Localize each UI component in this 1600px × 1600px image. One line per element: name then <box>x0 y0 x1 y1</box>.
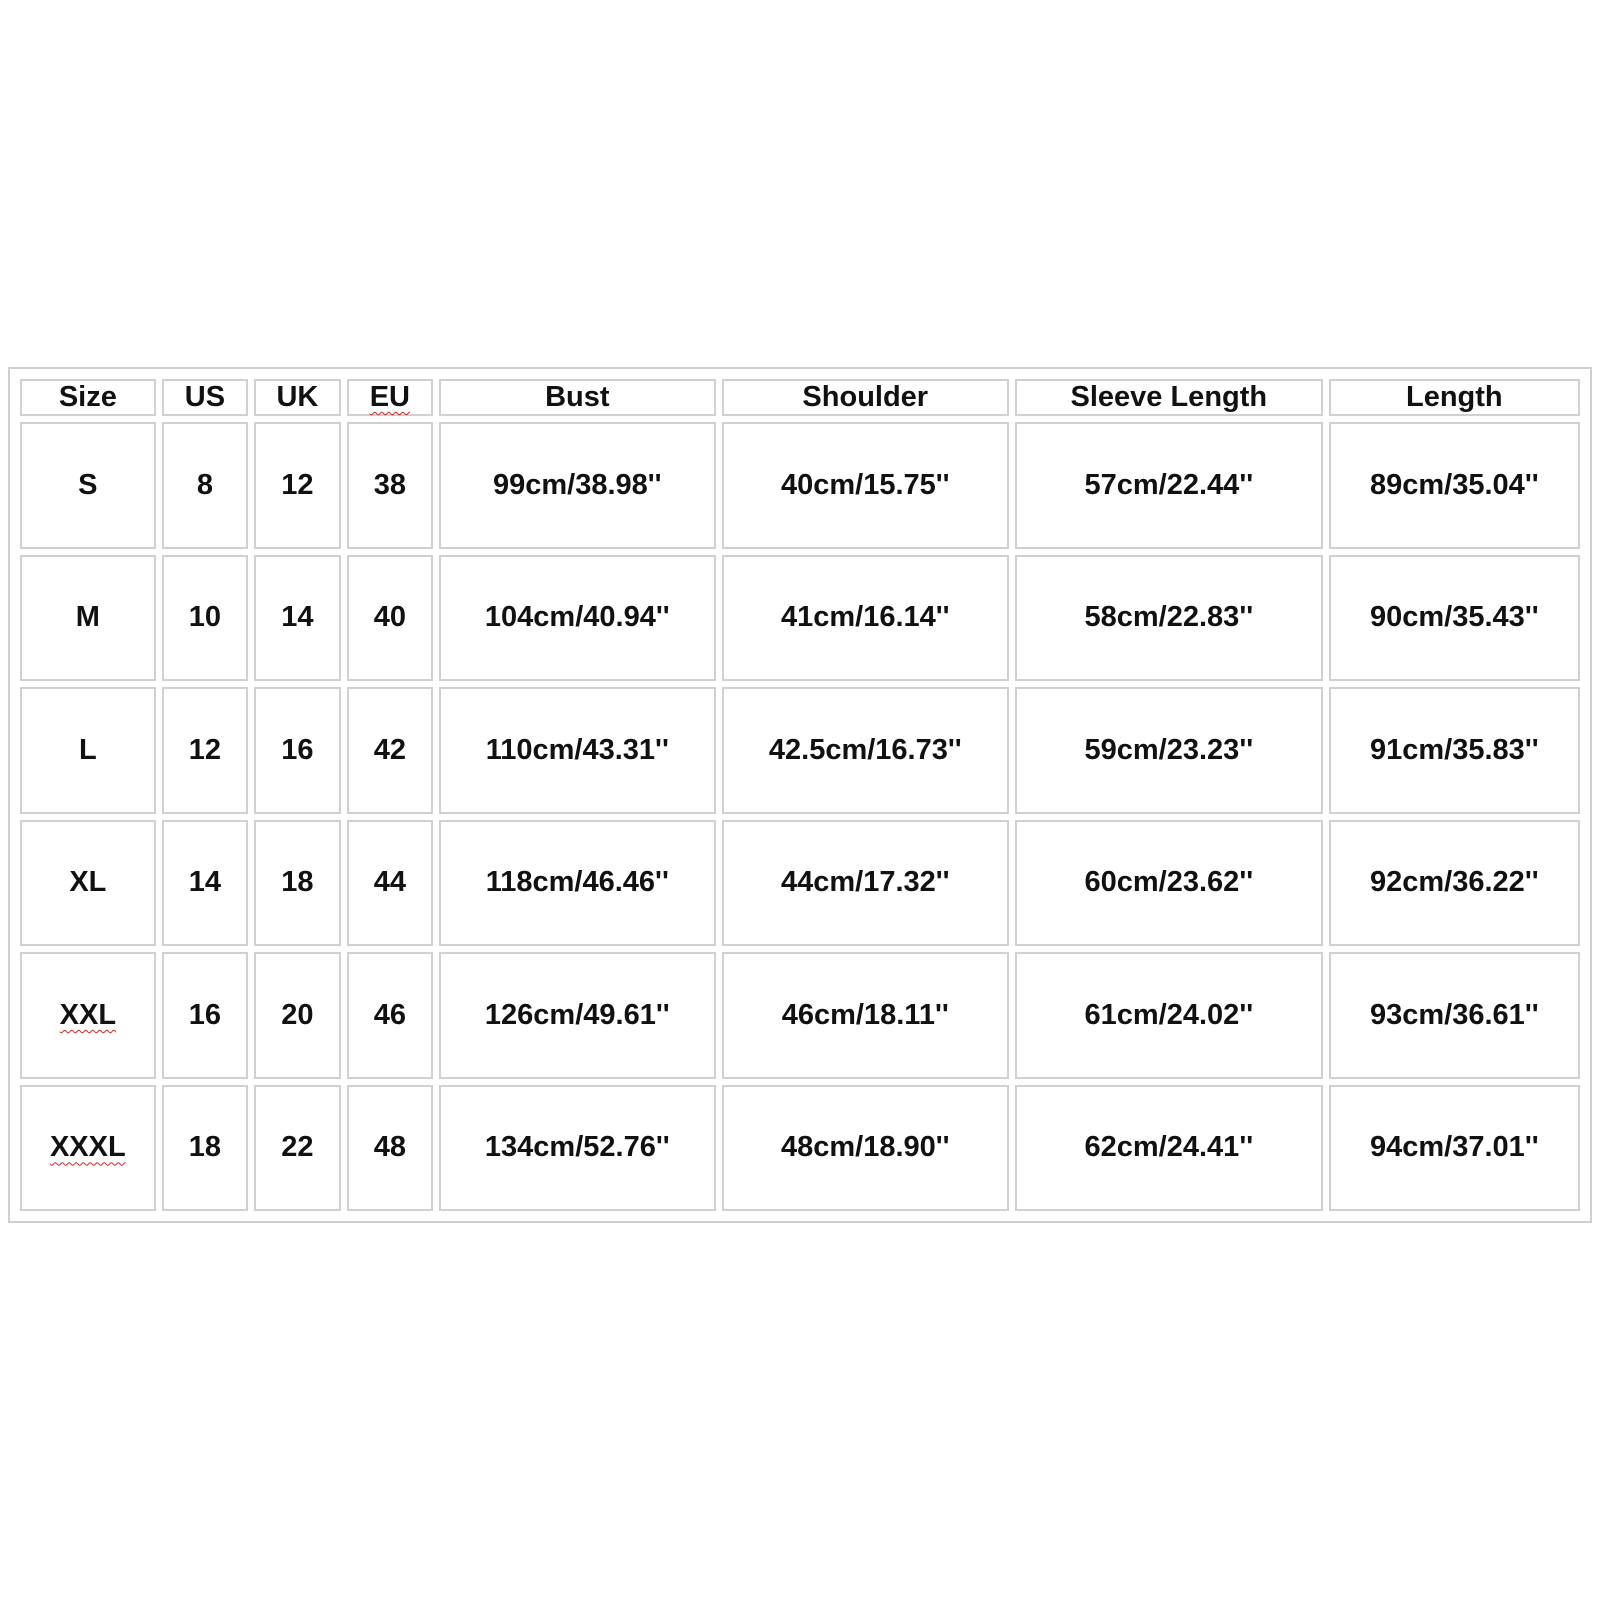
table-row <box>20 820 1580 947</box>
cell-sleeve-length: 57cm/22.44'' <box>1015 422 1323 549</box>
cell-eu: 42 <box>347 687 433 814</box>
header-cell-length: Length <box>1329 379 1580 416</box>
cell-eu: 38 <box>347 422 433 549</box>
cell-shoulder: 48cm/18.90'' <box>722 1085 1010 1212</box>
cell-bust: 118cm/46.46'' <box>439 820 715 947</box>
cell-uk: 18 <box>254 820 340 947</box>
cell-us: 10 <box>162 555 248 682</box>
cell-shoulder: 42.5cm/16.73'' <box>722 687 1010 814</box>
cell-bust: 99cm/38.98'' <box>439 422 715 549</box>
cell-eu: 48 <box>347 1085 433 1212</box>
cell-length: 94cm/37.01'' <box>1329 1085 1580 1212</box>
cell-size: L <box>20 687 156 814</box>
cell-us: 16 <box>162 952 248 1079</box>
cell-sleeve-length: 59cm/23.23'' <box>1015 687 1323 814</box>
cell-sleeve-length: 61cm/24.02'' <box>1015 952 1323 1079</box>
cell-size: S <box>20 422 156 549</box>
header-cell-us: US <box>162 379 248 416</box>
cell-bust: 110cm/43.31'' <box>439 687 715 814</box>
cell-length: 93cm/36.61'' <box>1329 952 1580 1079</box>
cell-us: 8 <box>162 422 248 549</box>
cell-us: 12 <box>162 687 248 814</box>
cell-length: 90cm/35.43'' <box>1329 555 1580 682</box>
cell-shoulder: 40cm/15.75'' <box>722 422 1010 549</box>
table-row <box>20 1085 1580 1212</box>
header-cell-eu: EU <box>347 379 433 416</box>
cell-size: XL <box>20 820 156 947</box>
header-cell-uk: UK <box>254 379 340 416</box>
cell-size: XXXL <box>20 1085 156 1212</box>
cell-eu: 40 <box>347 555 433 682</box>
cell-uk: 20 <box>254 952 340 1079</box>
table-row <box>20 422 1580 549</box>
cell-size: XXL <box>20 952 156 1079</box>
cell-sleeve-length: 58cm/22.83'' <box>1015 555 1323 682</box>
cell-bust: 134cm/52.76'' <box>439 1085 715 1212</box>
cell-bust: 104cm/40.94'' <box>439 555 715 682</box>
cell-shoulder: 44cm/17.32'' <box>722 820 1010 947</box>
cell-us: 14 <box>162 820 248 947</box>
cell-uk: 22 <box>254 1085 340 1212</box>
header-cell-shoulder: Shoulder <box>722 379 1010 416</box>
cell-length: 89cm/35.04'' <box>1329 422 1580 549</box>
header-cell-size: Size <box>20 379 156 416</box>
cell-shoulder: 46cm/18.11'' <box>722 952 1010 1079</box>
cell-shoulder: 41cm/16.14'' <box>722 555 1010 682</box>
header-cell-bust: Bust <box>439 379 715 416</box>
header-cell-sleeve-length: Sleeve Length <box>1015 379 1323 416</box>
cell-size: M <box>20 555 156 682</box>
size-chart-frame <box>8 367 1592 1223</box>
cell-eu: 44 <box>347 820 433 947</box>
cell-uk: 12 <box>254 422 340 549</box>
size-chart-table <box>14 373 1586 1217</box>
table-row <box>20 555 1580 682</box>
cell-length: 92cm/36.22'' <box>1329 820 1580 947</box>
table-row <box>20 952 1580 1079</box>
cell-uk: 14 <box>254 555 340 682</box>
cell-eu: 46 <box>347 952 433 1079</box>
cell-length: 91cm/35.83'' <box>1329 687 1580 814</box>
cell-uk: 16 <box>254 687 340 814</box>
header-row <box>20 379 1580 416</box>
cell-sleeve-length: 62cm/24.41'' <box>1015 1085 1323 1212</box>
cell-bust: 126cm/49.61'' <box>439 952 715 1079</box>
table-row <box>20 687 1580 814</box>
cell-sleeve-length: 60cm/23.62'' <box>1015 820 1323 947</box>
cell-us: 18 <box>162 1085 248 1212</box>
